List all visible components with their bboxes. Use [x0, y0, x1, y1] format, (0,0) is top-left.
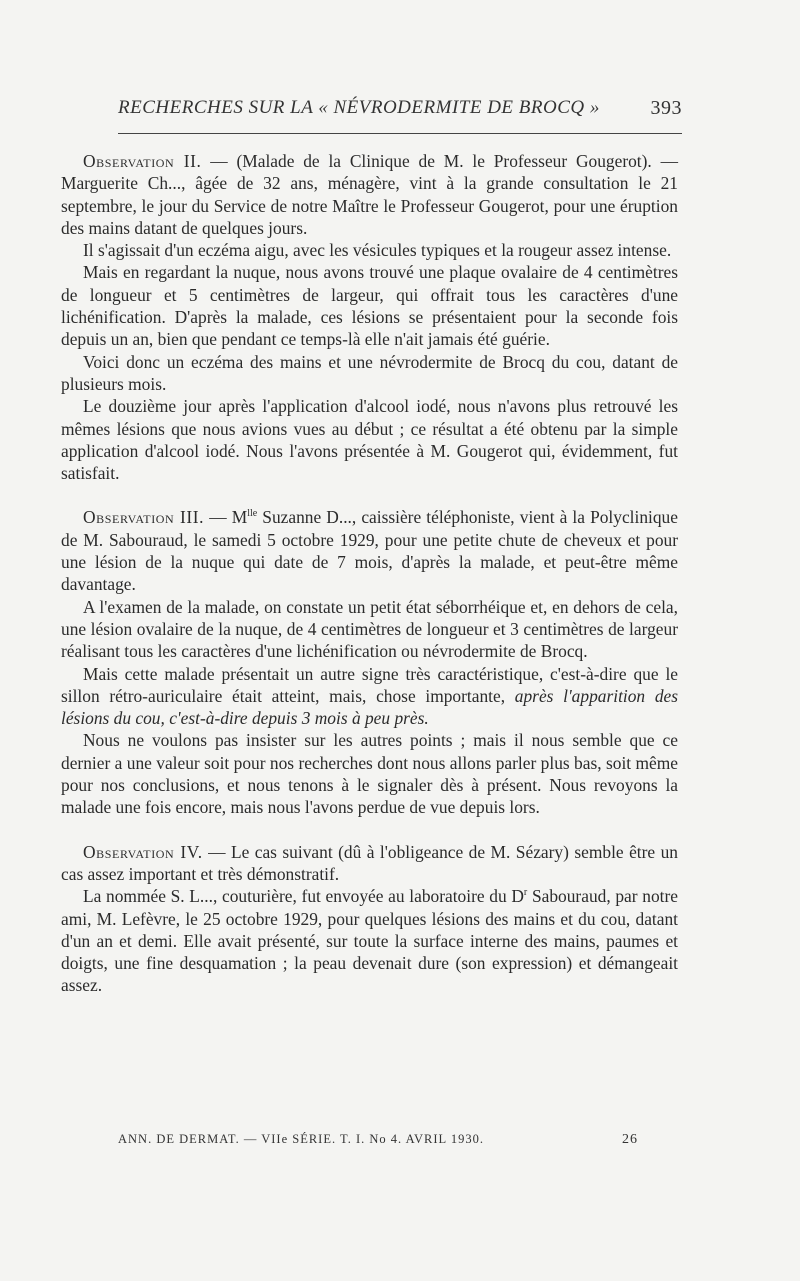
paragraph: Le douzième jour après l'application d'alcool iodé, nous n'avons plus retrouvé les mêmes lésions que nous avions vues au début ; ce résultat a été obtenu par la simple application d'alcool iodé. Nous l'avons présentée à M. Gougerot qui, évidemment, fut satisfait. [61, 396, 678, 484]
page-number: 393 [650, 97, 682, 119]
observation-2 [61, 150, 678, 484]
paragraph: Observation II. — (Malade de la Clinique de M. le Professeur Gougerot). — Marguerite Ch..., âgée de 32 ans, ménagère, vint à la grande consultation le 21 septembre, le jour du Service de notre Maître le Professeur Gougerot, pour une éruption des mains datant de quelques jours. [61, 151, 678, 238]
paragraph: La nommée S. L..., couturière, fut envoyée au laboratoire du $D^r$ Sabouraud, par notre ami, M. Lefèvre, le 25 octobre 1929, pour quelques lésions des mains et du cou, datant d'un an et demi. Elle avait présenté, sur toute la surface interne des mains, paumes et doigts, une fine desquamation ; la peau devenait dure (son expression) et démangeait assez. [61, 886, 678, 996]
observation-4 [61, 841, 678, 997]
observation-3 [61, 506, 678, 818]
observation-label: Observation III. [83, 507, 205, 528]
paragraph: Observation IV. — Le cas suivant (dû à l'obligeance de M. Sézary) semble être un cas assez important et très démonstratif. [61, 841, 678, 884]
header-rule [118, 133, 682, 134]
paragraph: Observation III. — $M^{lle}$ Suzanne D..., caissière téléphoniste, vient à la Polyclinique de M. Sabouraud, le samedi 5 octobre 1929, pour une petite chute de cheveux et pour une lésion de la nuque qui date de 7 mois, d'après la malade, et peut-être même davantage. [61, 507, 678, 595]
paragraph: Mais en regardant la nuque, nous avons trouvé une plaque ovalaire de 4 centimètres de longueur et 5 centimètres de largeur, qui offrait tous les caractères d'une lichénification. D'après la malade, ces lésions se présentaient pour la seconde fois depuis un an, bien que pendant ce temps-là elle n'ait jamais été guérie. [61, 262, 678, 350]
observation-label: Observation II. [83, 151, 202, 171]
observation-label: Observation IV. [83, 841, 203, 862]
paragraph: Voici donc un eczéma des mains et une névrodermite de Brocq du cou, datant de plusieurs mois. [61, 351, 678, 394]
journal-reference: ANN. DE DERMAT. — VIIe SÉRIE. T. I. No 4. AVRIL 1930. [118, 1132, 484, 1146]
page-body [61, 150, 678, 997]
signature-number: 26 [622, 1132, 638, 1147]
paragraph: A l'examen de la malade, on constate un petit état séborrhéique et, en dehors de cela, une lésion ovalaire de la nuque, de 4 centimètres de longueur et 3 centimètres de largeur réalisant tous les caractères d'une lichénification ou névrodermite de Brocq. [61, 596, 678, 662]
running-title: RECHERCHES SUR LA « NÉVRODERMITE DE BROCQ » [118, 97, 600, 118]
paragraph: Nous ne voulons pas insister sur les autres points ; mais il nous semble que ce dernier a une valeur soit pour nos recherches dont nous allons parler plus bas, soit même pour nos conclusions, et nous tenons à le signaler dès à présent. Nous revoyons la malade une fois encore, mais nous l'avons perdue de vue depuis lors. [61, 730, 678, 818]
paragraph: Mais cette malade présentait un autre signe très caractéristique, c'est-à-dire que le sillon rétro-auriculaire était atteint, mais, chose importante, après l'apparition des lésions du cou, c'est-à-dire depuis 3 mois à peu près. [61, 663, 679, 729]
paragraph: Il s'agissait d'un eczéma aigu, avec les vésicules typiques et la rougeur assez intense. [83, 240, 672, 261]
emphasis: après l'apparition des lésions du cou, c'est-à-dire depuis 3 mois à peu près. [61, 685, 679, 729]
